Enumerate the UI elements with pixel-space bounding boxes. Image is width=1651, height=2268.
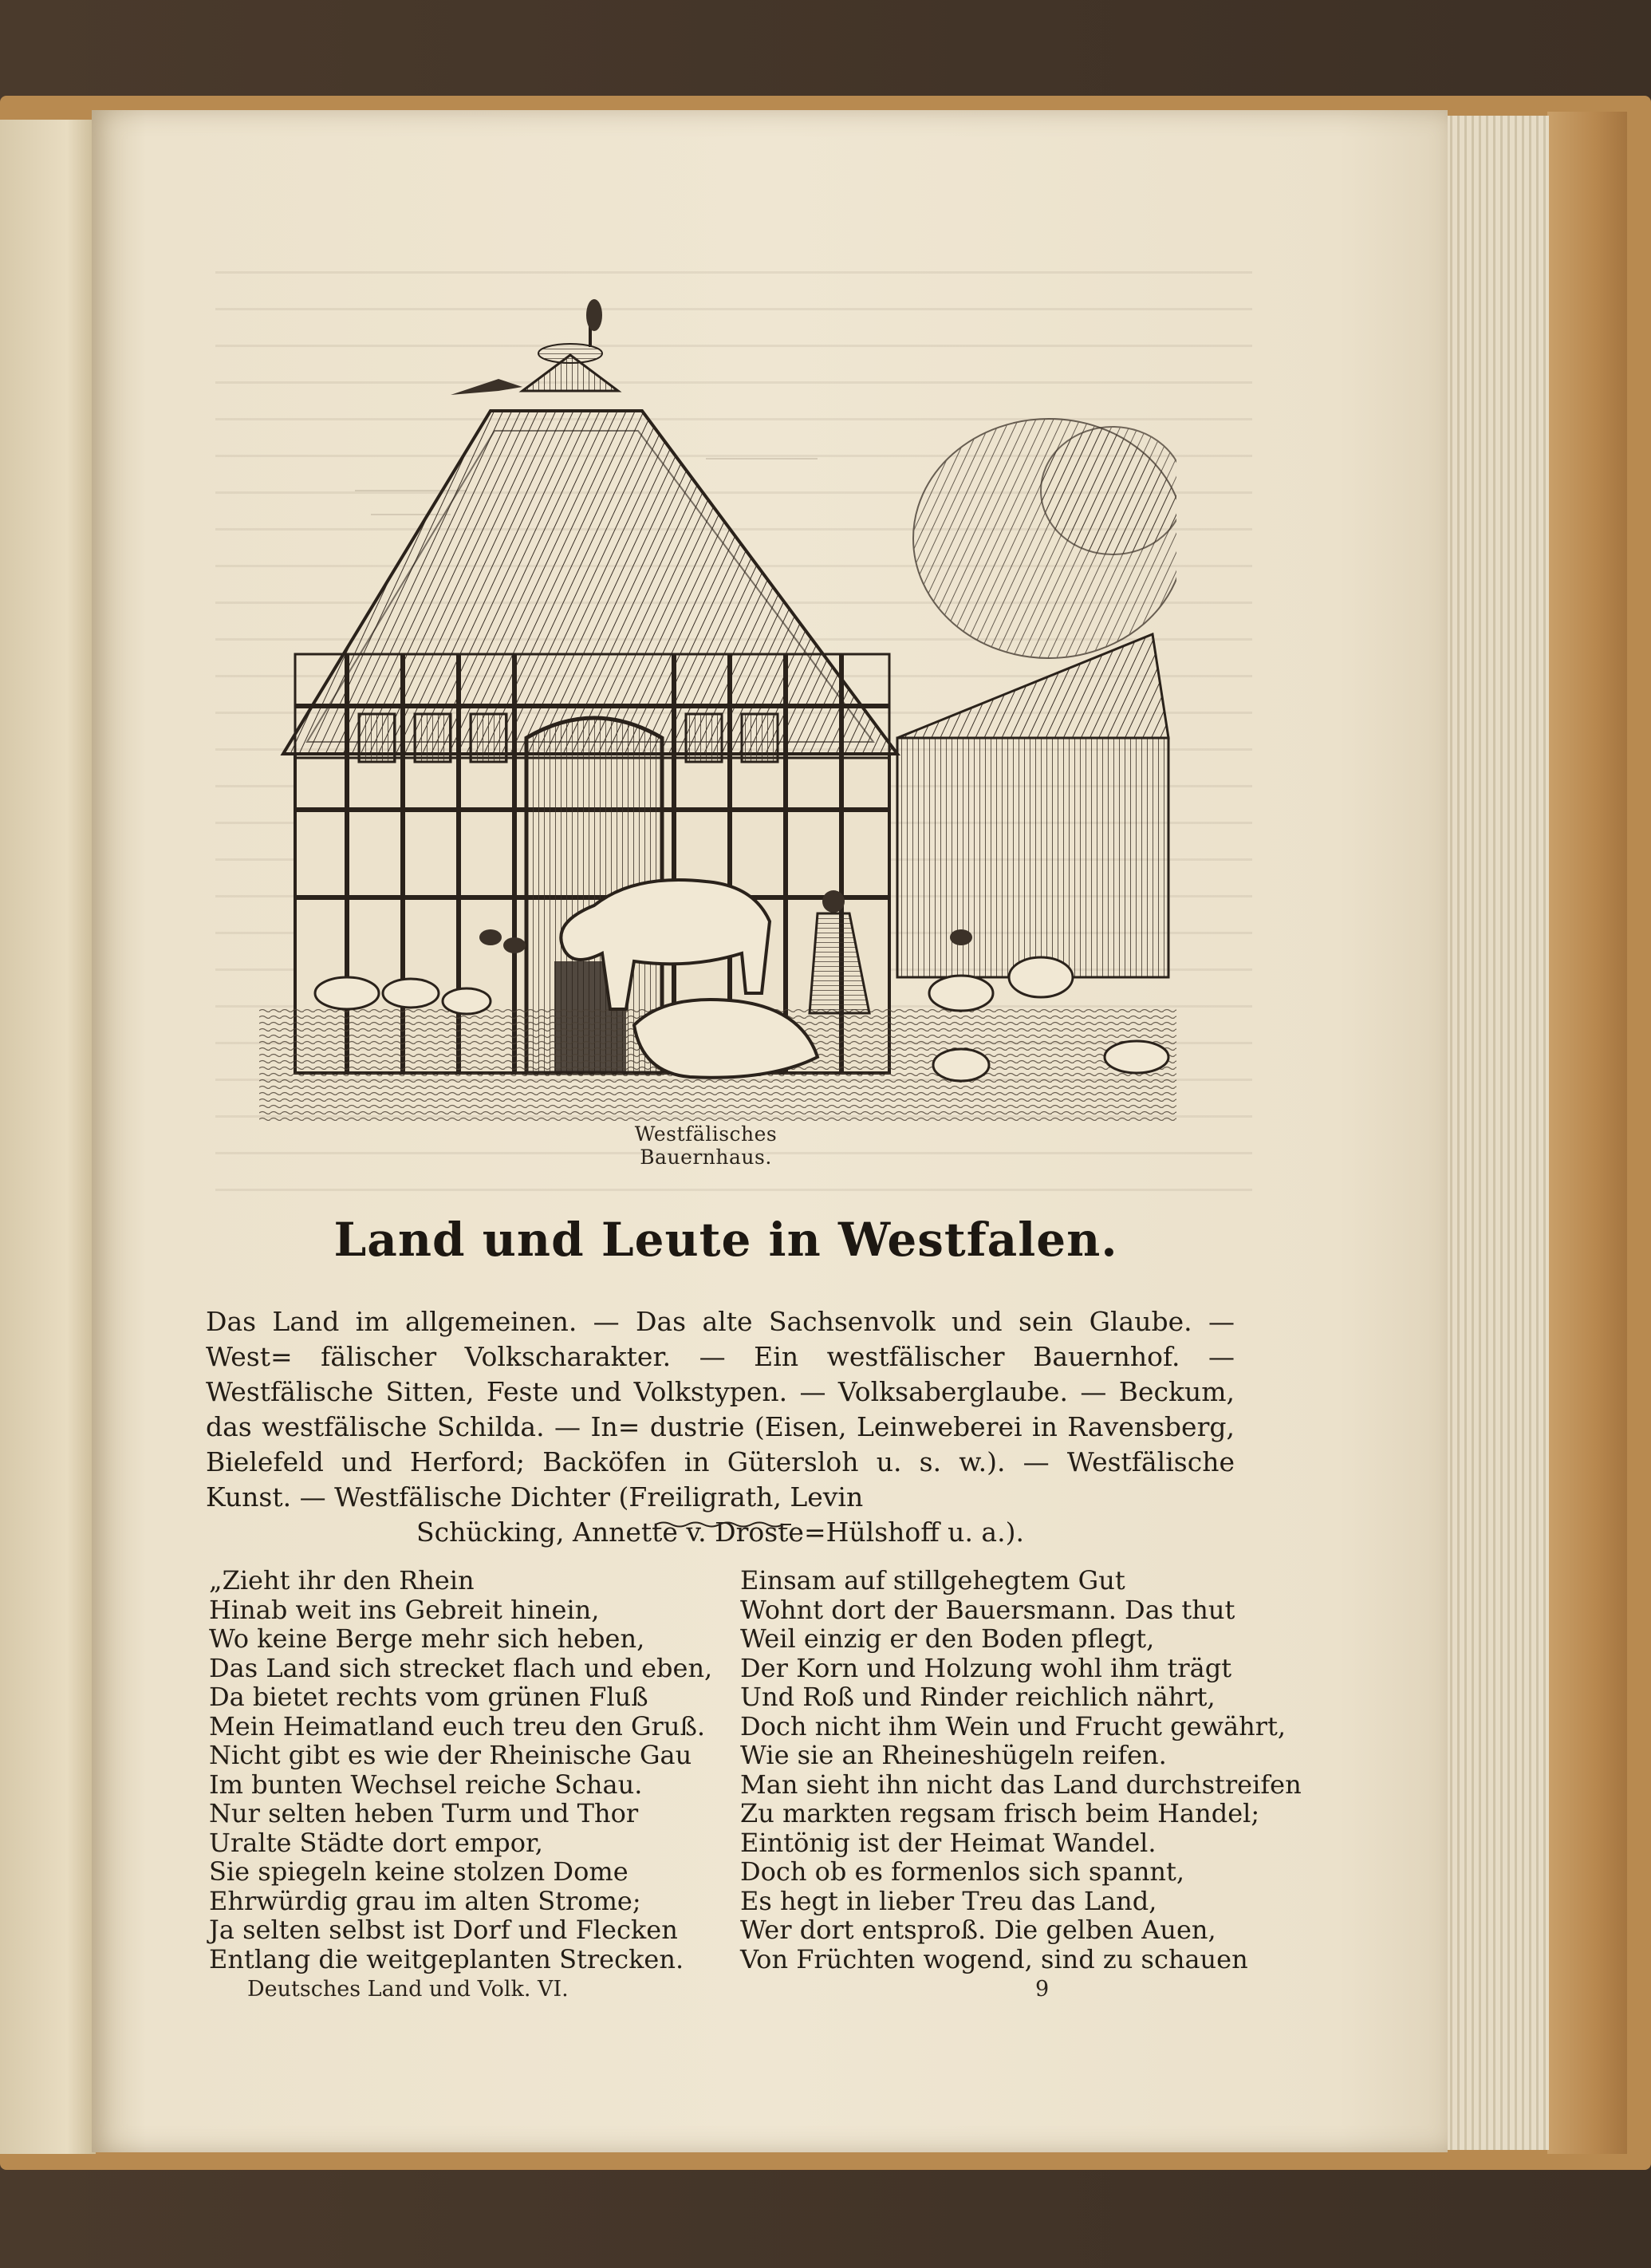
farmhouse-illustration — [259, 291, 1176, 1121]
summary-line: Gütersloh u. s. w.). — Westfälische Kunst. — Westfälische Dichter (Freiligrath, Levin — [206, 1446, 1235, 1513]
poem-line: Nicht gibt es wie der Rheinische Gau — [209, 1740, 692, 1770]
poem-line: Und Roß und Rinder reichlich nährt, — [740, 1682, 1216, 1712]
chapter-title: Land und Leute in Westfalen. — [333, 1213, 1118, 1267]
poem-line: Ja selten selbst ist Dorf und Flecken — [209, 1915, 678, 1945]
poem-line: Zu markten regsam frisch beim Handel; — [740, 1798, 1260, 1828]
signature-number: 9 — [1035, 1977, 1050, 2002]
summary-line: fälischer Volkscharakter. — Ein westfälischer Bauernhof. — Westfälische Sitten, Feste — [206, 1341, 1235, 1407]
poem-line: Wo keine Berge mehr sich heben, — [209, 1623, 645, 1654]
poem-line: Das Land sich strecket flach und eben, — [209, 1652, 713, 1683]
poem-line: Wohnt dort der Bauersmann. Das thut — [740, 1594, 1235, 1625]
page-edges — [1444, 116, 1549, 2150]
chapter-summary — [206, 1304, 1235, 1550]
poem-line: Ehrwürdig grau im alten Strome; — [209, 1885, 641, 1916]
poem-line: Mein Heimatland euch treu den Gruß. — [209, 1710, 705, 1741]
poem-line: Nur selten heben Turm und Thor — [209, 1798, 639, 1828]
poem-line: Es hegt in lieber Treu das Land, — [740, 1885, 1157, 1916]
poem-line: Von Früchten wogend, sind zu schauen — [740, 1943, 1248, 1974]
ornamental-divider — [656, 1519, 791, 1530]
summary-line: und Volkstypen. — Volksaberglaube. — Beckum, das westfälische Schilda. — In= — [206, 1376, 1235, 1442]
poem-line: Entlang die weitgeplanten Strecken. — [209, 1943, 684, 1974]
poem-line: Weil einzig er den Boden pflegt, — [740, 1623, 1155, 1654]
poem-line: Im bunten Wechsel reiche Schau. — [209, 1769, 643, 1800]
farmhouse-engraving-icon — [259, 291, 1176, 1121]
poem-line: Sie spiegeln keine stolzen Dome — [209, 1856, 628, 1887]
poem-line: Wer dort entsproß. Die gelben Auen, — [740, 1915, 1216, 1945]
poem-line: Man sieht ihn nicht das Land durchstreifen — [740, 1769, 1302, 1800]
facing-page — [0, 120, 96, 2154]
summary-line: Schücking, Annette v. Droste=Hülshoff u. a.). — [416, 1517, 1024, 1548]
poem-line: Der Korn und Holzung wohl ihm trägt — [740, 1652, 1232, 1683]
poem-line: Doch ob es formenlos sich spannt, — [740, 1856, 1185, 1887]
poem-left-column — [209, 1565, 713, 1974]
book-cover-edge — [1547, 112, 1627, 2154]
poem-line: Eintönig ist der Heimat Wandel. — [740, 1827, 1156, 1858]
summary-line: Das Land im allgemeinen. — Das alte Sachsenvolk und sein Glaube. — West= — [206, 1306, 1235, 1372]
poem-line: Da bietet rechts vom grünen Fluß — [209, 1682, 648, 1712]
poem-line: Einsam auf stillgehegtem Gut — [740, 1565, 1125, 1595]
poem-line: Wie sie an Rheineshügeln reifen. — [740, 1740, 1167, 1770]
poem-line: Uralte Städte dort empor, — [209, 1827, 543, 1858]
figure-caption: Westfälisches Bauernhaus. — [634, 1122, 778, 1169]
poem-right-column — [740, 1565, 1302, 1974]
poem-line: „Zieht ihr den Rhein — [209, 1565, 475, 1595]
signature-mark: Deutsches Land und Volk. VI. — [247, 1977, 569, 2002]
summary-line: dustrie (Eisen, Leinweberei in Ravensberg, Bielefeld und Herford; Backöfen in — [206, 1411, 1235, 1477]
poem-line: Hinab weit ins Gebreit hinein, — [209, 1594, 600, 1625]
poem-line: Doch nicht ihm Wein und Frucht gewährt, — [740, 1710, 1286, 1741]
